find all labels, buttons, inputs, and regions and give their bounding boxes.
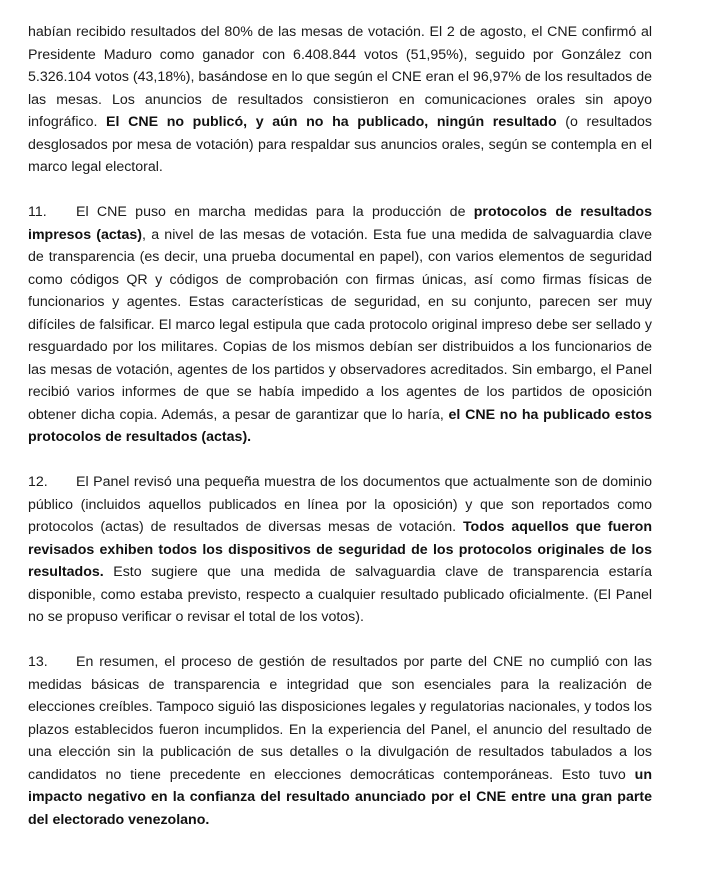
- text-segment: El Panel revisó una pequeña muestra de los documentos que actualmente son de dominio público (incluidos aquellos publicados en línea por la oposición) y que son reportados como protocolos (actas) de resultados de diversas mesas de votación.: [28, 474, 652, 535]
- paragraph-13: [28, 651, 652, 831]
- text-segment: El CNE puso en marcha medidas para la producción de: [76, 204, 474, 220]
- bold-text-segment: el CNE no ha publicado estos protocolos de resultados (actas).: [28, 406, 652, 445]
- paragraph-number: 11.: [28, 204, 47, 220]
- bold-text-segment: El CNE no publicó, y aún no ha publicado, ningún resultado: [106, 114, 557, 130]
- bold-text-segment: protocolos de resultados impresos (actas): [28, 204, 652, 243]
- bold-text-segment: un impacto negativo en la confianza del resultado anunciado por el CNE entre una gran parte del electorado venezolano.: [28, 766, 652, 828]
- text-segment: habían recibido resultados del 80% de las mesas de votación. El 2 de agosto, el CNE confirmó al Presidente Maduro como ganador con 6.408.844 votos (51,95%), seguido por González con 5.326.104 votos (43,18%), basándose en lo que según el CNE eran el 96,97% de los resultados de las mesas. Los anuncios de resultados consistieron en comunicaciones orales sin apoyo infográfico.: [28, 24, 652, 130]
- text-segment: Esto sugiere que una medida de salvaguardia clave de transparencia estaría disponible, como estaba previsto, respecto a cualquier resultado publicado oficialmente. (El Panel no se propuso verificar o revisar el total de los votos).: [28, 564, 652, 625]
- bold-text-segment: Todos aquellos que fueron revisados exhiben todos los dispositivos de seguridad de los protocolos originales de los resultados.: [28, 519, 652, 580]
- paragraph-number: 13.: [28, 654, 48, 670]
- paragraph-12: [28, 471, 652, 629]
- paragraph-continued: [28, 21, 652, 179]
- text-segment: En resumen, el proceso de gestión de resultados por parte del CNE no cumplió con las medidas básicas de transparencia e integridad que son esenciales para la realización de elecciones creíbles. Tampoco siguió las disposiciones legales y regulatorias nacionales, y todos los plazos establecidos fueron incumplidos. En la experiencia del Panel, el anuncio del resultado de una elección sin la publicación de sus detalles o la divulgación de resultados tabulados a los candidatos no tiene precedente en elecciones democráticas contemporáneas. Esto tuvo: [28, 654, 652, 783]
- text-segment: , a nivel de las mesas de votación. Esta fue una medida de salvaguardia clave de transparencia (es decir, una prueba documental en papel), con varios elementos de seguridad como códigos QR y códigos de comprobación con firmas únicas, así como firmas físicas de funcionarios y agentes. Estas características de seguridad, en su conjunto, parecen ser muy difíciles de falsificar. El marco legal estipula que cada protocolo original impreso debe ser sellado y resguardado por los militares. Copias de los mismos debían ser distribuidos a los funcionarios de las mesas de votación, agentes de los partidos y observadores acreditados. Sin embargo, el Panel recibió varios informes de que se había impedido a los agentes de los partidos de oposición obtener dicha copia. Además, a pesar de garantizar que lo haría,: [28, 226, 652, 423]
- paragraph-11: [28, 201, 652, 449]
- paragraph-number: 12.: [28, 474, 48, 490]
- text-segment: (o resultados desglosados por mesa de votación) para respaldar sus anuncios orales, según se contempla en el marco legal electoral.: [28, 114, 653, 175]
